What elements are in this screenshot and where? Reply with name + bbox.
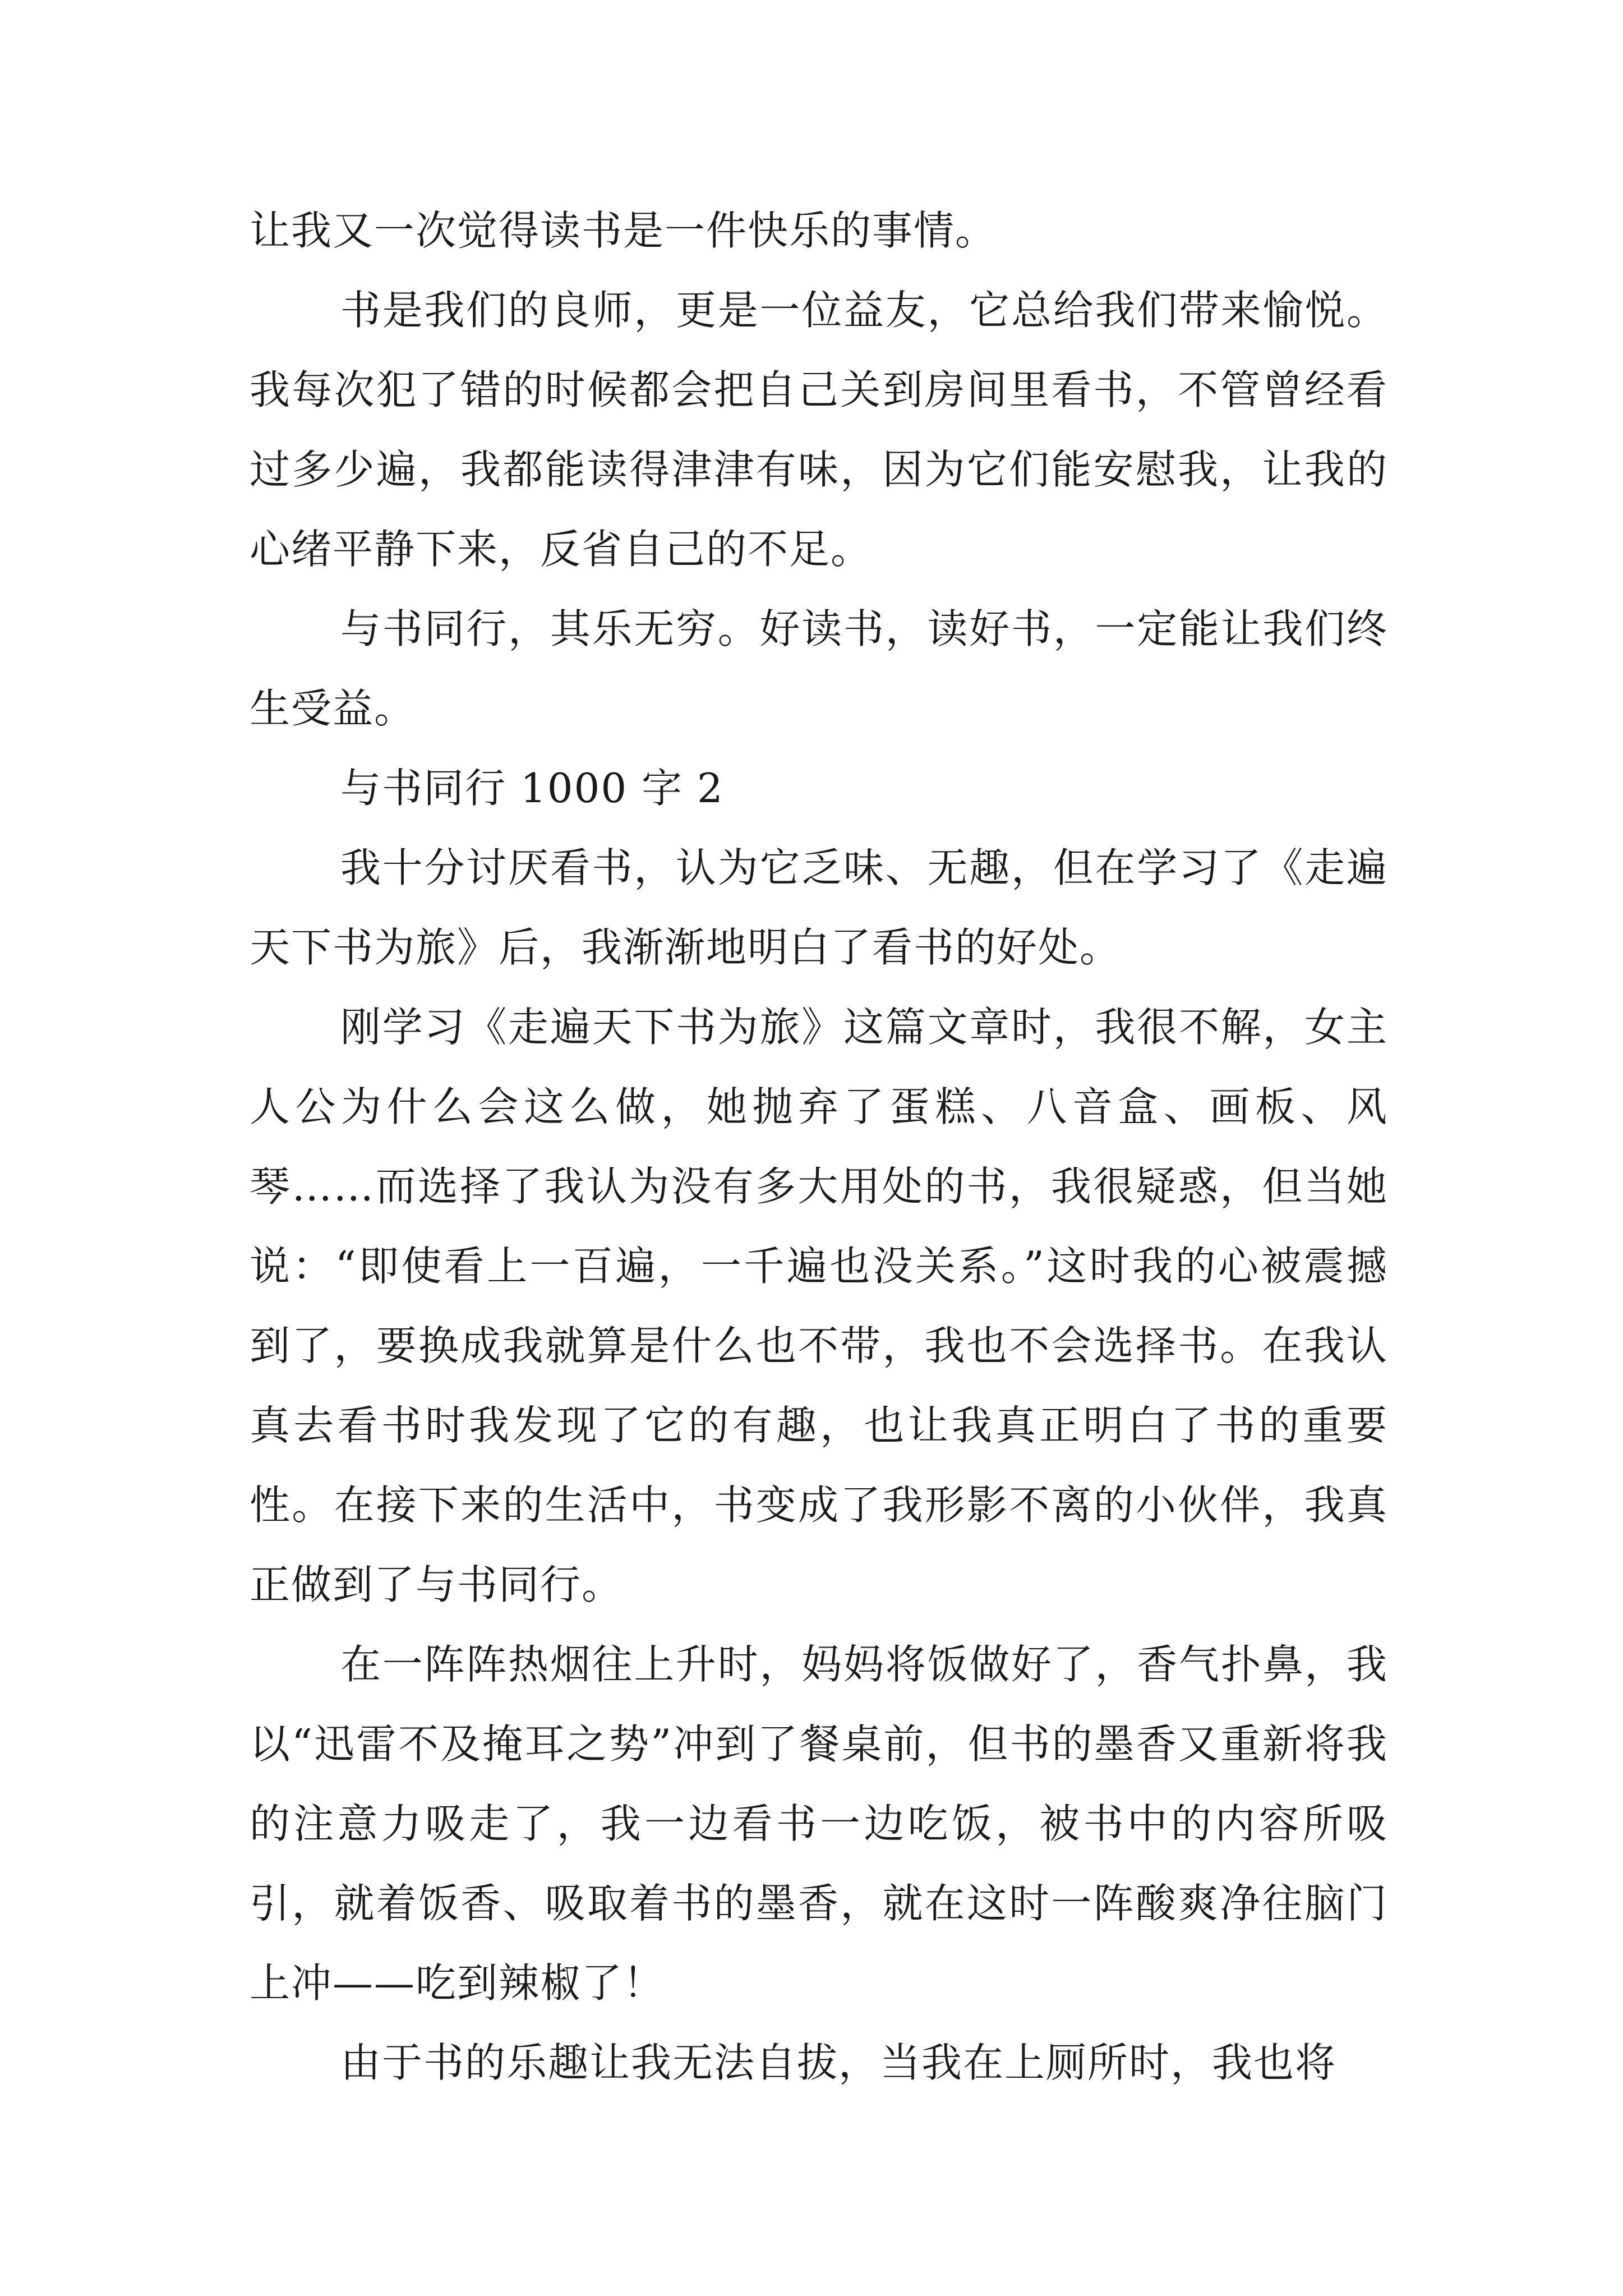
paragraph: 书是我们的良师，更是一位益友，它总给我们带来愉悦。我每次犯了错的时候都会把自己关到房间里看书，不管曾经看过多少遍，我都能读得津津有味，因为它们能安慰我，让我的心绪平静下来，反省自己的不足。 — [250, 287, 1388, 573]
paragraph: 与书同行，其乐无穷。好读书，读好书，一定能让我们终生受益。 — [250, 605, 1388, 732]
section-heading: 与书同行 1000 字 2 — [340, 765, 724, 812]
paragraph: 我十分讨厌看书，认为它乏味、无趣，但在学习了《走遍天下书为旅》后，我渐渐地明白了看书的好处。 — [250, 844, 1388, 971]
paragraph: 在一阵阵热烟往上升时，妈妈将饭做好了，香气扑鼻，我以“迅雷不及掩耳之势”冲到了餐桌前，但书的墨香又重新将我的注意力吸走了，我一边看书一边吃饭，被书中的内容所吸引，就着饭香、吸取着书的墨香，就在这时一阵酸爽净往脑门上冲——吃到辣椒了！ — [250, 1641, 1388, 2007]
paragraph-continuation: 让我又一次觉得读书是一件快乐的事情。 — [250, 207, 997, 254]
document-body — [250, 191, 1388, 2102]
paragraph: 由于书的乐趣让我无法自拔，当我在上厕所时，我也将 — [340, 2039, 1337, 2086]
paragraph: 刚学习《走遍天下书为旅》这篇文章时，我很不解，女主人公为什么会这么做，她抛弃了蛋糕、八音盒、画板、风琴……而选择了我认为没有多大用处的书，我很疑惑，但当她说：“即使看上一百遍，一千遍也没关系。”这时我的心被震撼到了，要换成我就算是什么也不带，我也不会选择书。在我认真去看书时我发现了它的有趣，也让我真正明白了书的重要性。在接下来的生活中，书变成了我形影不离的小伙伴，我真正做到了与书同行。 — [250, 1004, 1388, 1608]
